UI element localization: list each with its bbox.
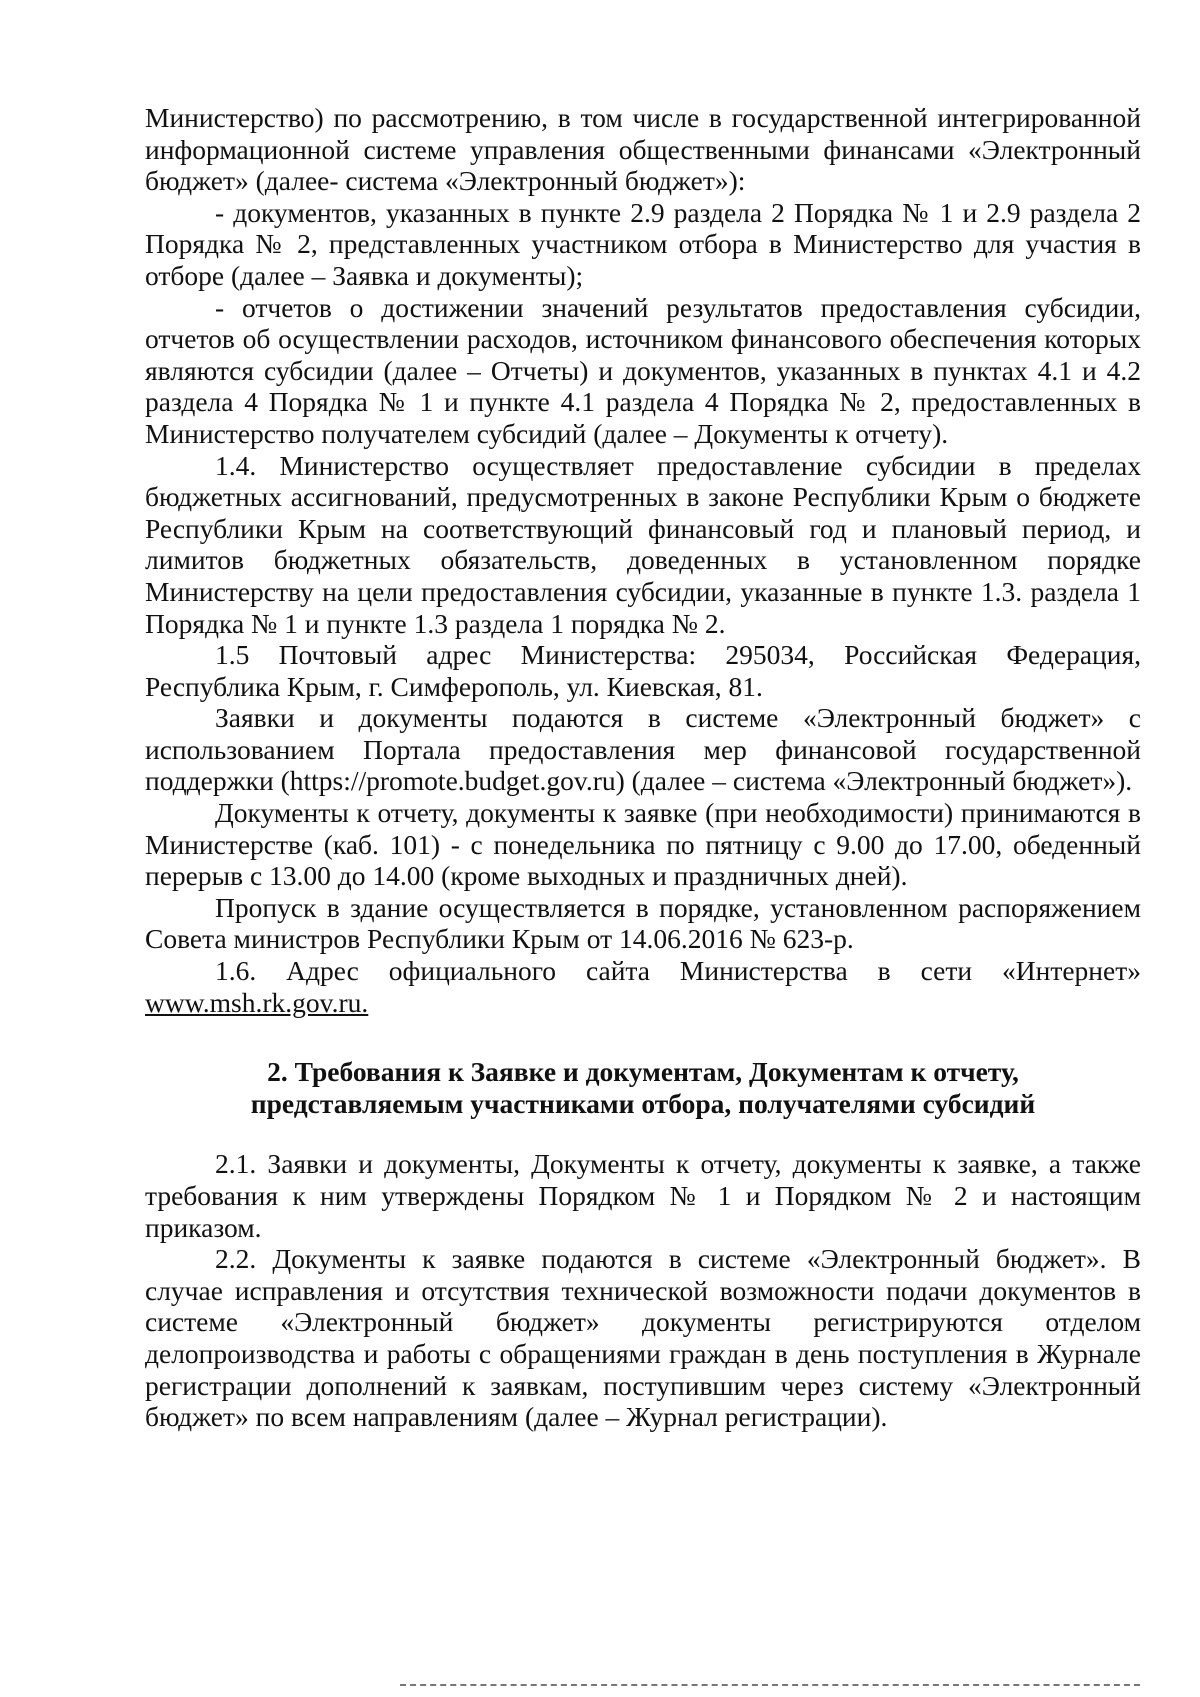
paragraph-office-hours: Документы к отчету, документы к заявке (при необходимости) принимаются в Министерстве (каб. 101) - с понедельника по пятницу с 9.00 до 17.00, обеденный перерыв с 13.00 до 14.00 (кроме выходных и праздничных дней). <box>145 797 1141 892</box>
paragraph-building-access: Пропуск в здание осуществляется в порядке, установленном распоряжением Совета министров Республики Крым от 14.06.2016 № 623-р. <box>145 891 1141 955</box>
paragraph-2-2: 2.2. Документы к заявке подаются в системе «Электронный бюджет». В случае исправления и отсутствия технической возможности подачи документов в системе «Электронный бюджет» документы регистрируются отделом делопроизводства и работы с обращениями граждан в день поступления в Журнале регистрации дополнений к заявкам, поступившим через систему «Электронный бюджет» по всем направлениям (далее – Журнал регистрации). <box>145 1243 1141 1433</box>
section-2-heading-line1: 2. Требования к Заявке и документам, Документам к отчету, <box>267 1056 1019 1088</box>
paragraph-submission-system: Заявки и документы подаются в системе «Электронный бюджет» с использованием Портала предоставления мер финансовой государственной поддержки (https://promote.budget.gov.ru) (далее – система «Электронный бюджет»). <box>145 702 1141 797</box>
paragraph-1-6-website <box>145 955 1141 1018</box>
paragraph-reports-list: - отчетов о достижении значений результатов предоставления субсидии, отчетов об осуществлении расходов, источником финансового обеспечения которых являются субсидии (далее – Отчеты) и документов, указанных в пунктах 4.1 и 4.2 раздела 4 Порядка № 1 и пункте 4.1 раздела 4 Порядка № 2, предоставленных в Министерство получателем субсидий (далее – Документы к отчету). <box>145 291 1141 449</box>
paragraph-2-1: 2.1. Заявки и документы, Документы к отчету, документы к заявке, а также требования к ним утверждены Порядком № 1 и Порядком № 2 и настоящим приказом. <box>145 1148 1141 1243</box>
document-page <box>145 102 1141 1433</box>
section-2-heading <box>145 1056 1141 1119</box>
paragraph-documents-list: - документов, указанных в пункте 2.9 раздела 2 Порядка № 1 и 2.9 раздела 2 Порядка № 2, представленных участником отбора в Министерство для участия в отборе (далее – Заявка и документы); <box>145 196 1141 291</box>
page-bottom-scan-marks <box>400 1684 1140 1688</box>
paragraph-1-5-address: 1.5 Почтовый адрес Министерства: 295034, Российская Федерация, Республика Крым, г. Симферополь, ул. Киевская, 81. <box>145 639 1141 702</box>
website-label: 1.6. Адрес официального сайта Министерства в сети «Интернет» <box>215 955 1141 987</box>
website-link[interactable]: www.msh.rk.gov.ru. <box>145 986 369 1018</box>
section-2-heading-line2: представляемым участниками отбора, получателями субсидий <box>250 1087 1036 1119</box>
paragraph-ministry-review: Министерство) по рассмотрению, в том числе в государственной интегрированной информационной системе управления общественными финансами «Электронный бюджет» (далее- система «Электронный бюджет»): <box>145 102 1141 197</box>
paragraph-1-4: 1.4. Министерство осуществляет предоставление субсидии в пределах бюджетных ассигнований, предусмотренных в законе Республики Крым о бюджете Республики Крым на соответствующий финансовый год и плановый период, и лимитов бюджетных обязательств, доведенных в установленном порядке Министерству на цели предоставления субсидии, указанные в пункте 1.3. раздела 1 Порядка № 1 и пункте 1.3 раздела 1 порядка № 2. <box>145 449 1141 639</box>
